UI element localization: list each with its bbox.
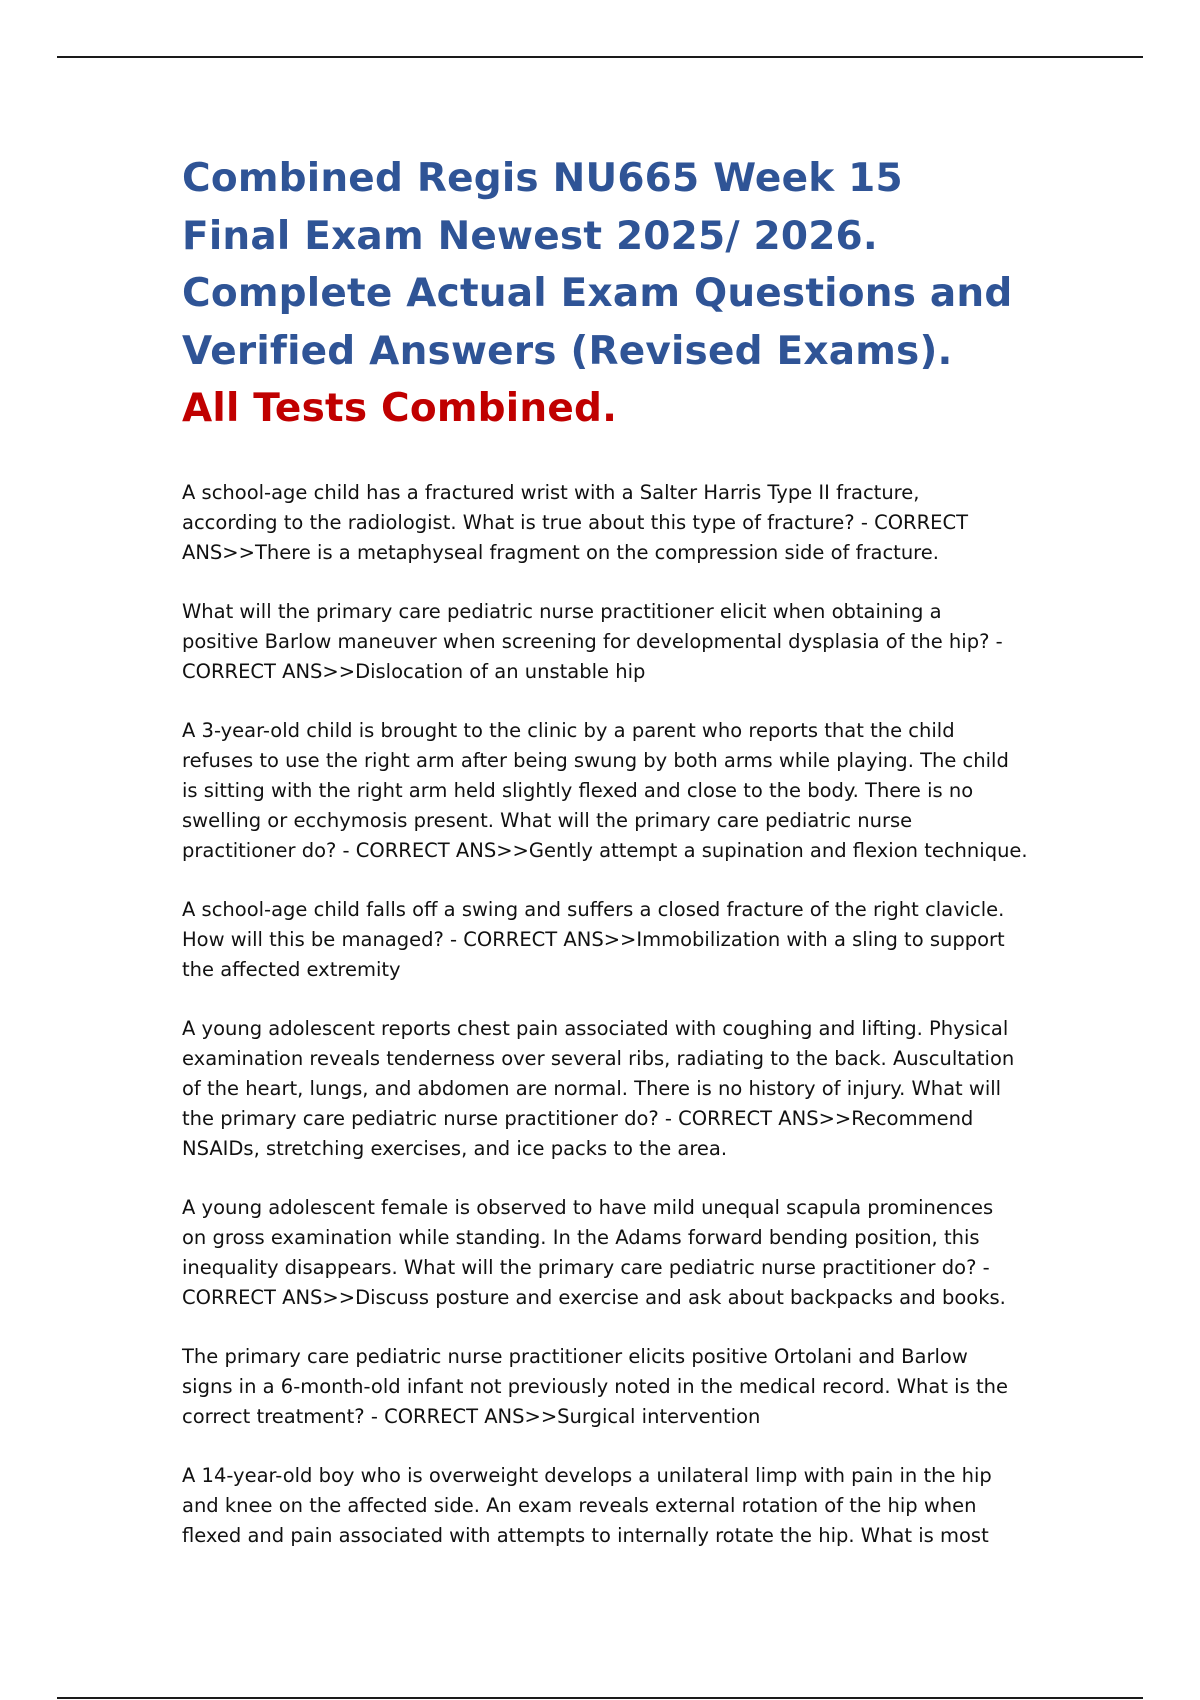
title-line-1: Combined Regis NU665 Week 15 bbox=[182, 156, 903, 201]
question-answer-list bbox=[182, 478, 1062, 1551]
title-line-3: Complete Actual Exam Questions and bbox=[182, 271, 1013, 316]
qa-item-3: A 3-year-old child is brought to the clinic by a parent who reports that the child refuses to use the right arm after being swung by both arms while playing. The child is sitting with the right arm held slightly flexed and close to the body. There is no swelling or ecchymosis present. What will the primary care pediatric nurse practitioner do? - CORRECT ANS>>Gently attempt a supination and flexion technique. bbox=[182, 718, 1028, 862]
qa-item-8: A 14-year-old boy who is overweight develops a unilateral limp with pain in the hip and knee on the affected side. An exam reveals external rotation of the hip when flexed and pain associated with attempts to internally rotate the hip. What is most bbox=[182, 1463, 992, 1547]
qa-item-5: A young adolescent reports chest pain associated with coughing and lifting. Physical examination reveals tenderness over several ribs, radiating to the back. Auscultation of the heart, lungs, and abdomen are normal. There is no history of injury. What will the primary care pediatric nurse practitioner do? - CORRECT ANS>>Recommend NSAIDs, stretching exercises, and ice packs to the area. bbox=[182, 1016, 1015, 1160]
title-highlight: All Tests Combined. bbox=[182, 386, 618, 431]
qa-item-2: What will the primary care pediatric nurse practitioner elicit when obtaining a positive Barlow maneuver when screening for developmental dysplasia of the hip? - CORRECT ANS>>Dislocation of an unstable hip bbox=[182, 599, 1003, 683]
qa-item-4: A school-age child falls off a swing and suffers a closed fracture of the right clavicle. How will this be managed? - CORRECT ANS>>Immobilization with a sling to support the affected extremity bbox=[182, 897, 1005, 981]
footer-rule bbox=[57, 1697, 1143, 1699]
document-title bbox=[182, 150, 1062, 438]
title-line-2: Final Exam Newest 2025/ 2026. bbox=[182, 213, 878, 259]
qa-item-1: A school-age child has a fractured wrist with a Salter Harris Type II fracture, according to the radiologist. What is true about this type of fracture? - CORRECT ANS>>There is a metaphyseal fragment on the compression side of fracture. bbox=[182, 480, 968, 564]
title-line-4: Verified Answers (Revised Exams). bbox=[182, 328, 953, 374]
qa-item-7: The primary care pediatric nurse practitioner elicits positive Ortolani and Barlow signs in a 6-month-old infant not previously noted in the medical record. What is the correct treatment? - CORRECT ANS>>Surgical intervention bbox=[182, 1344, 1008, 1428]
header-rule bbox=[57, 56, 1143, 58]
qa-item-6: A young adolescent female is observed to have mild unequal scapula prominences on gross examination while standing. In the Adams forward bending position, this inequality disappears. What will the primary care pediatric nurse practitioner do? - CORRECT ANS>>Discuss posture and exercise and ask about backpacks and books. bbox=[182, 1195, 1006, 1309]
document-body bbox=[182, 150, 1062, 1580]
